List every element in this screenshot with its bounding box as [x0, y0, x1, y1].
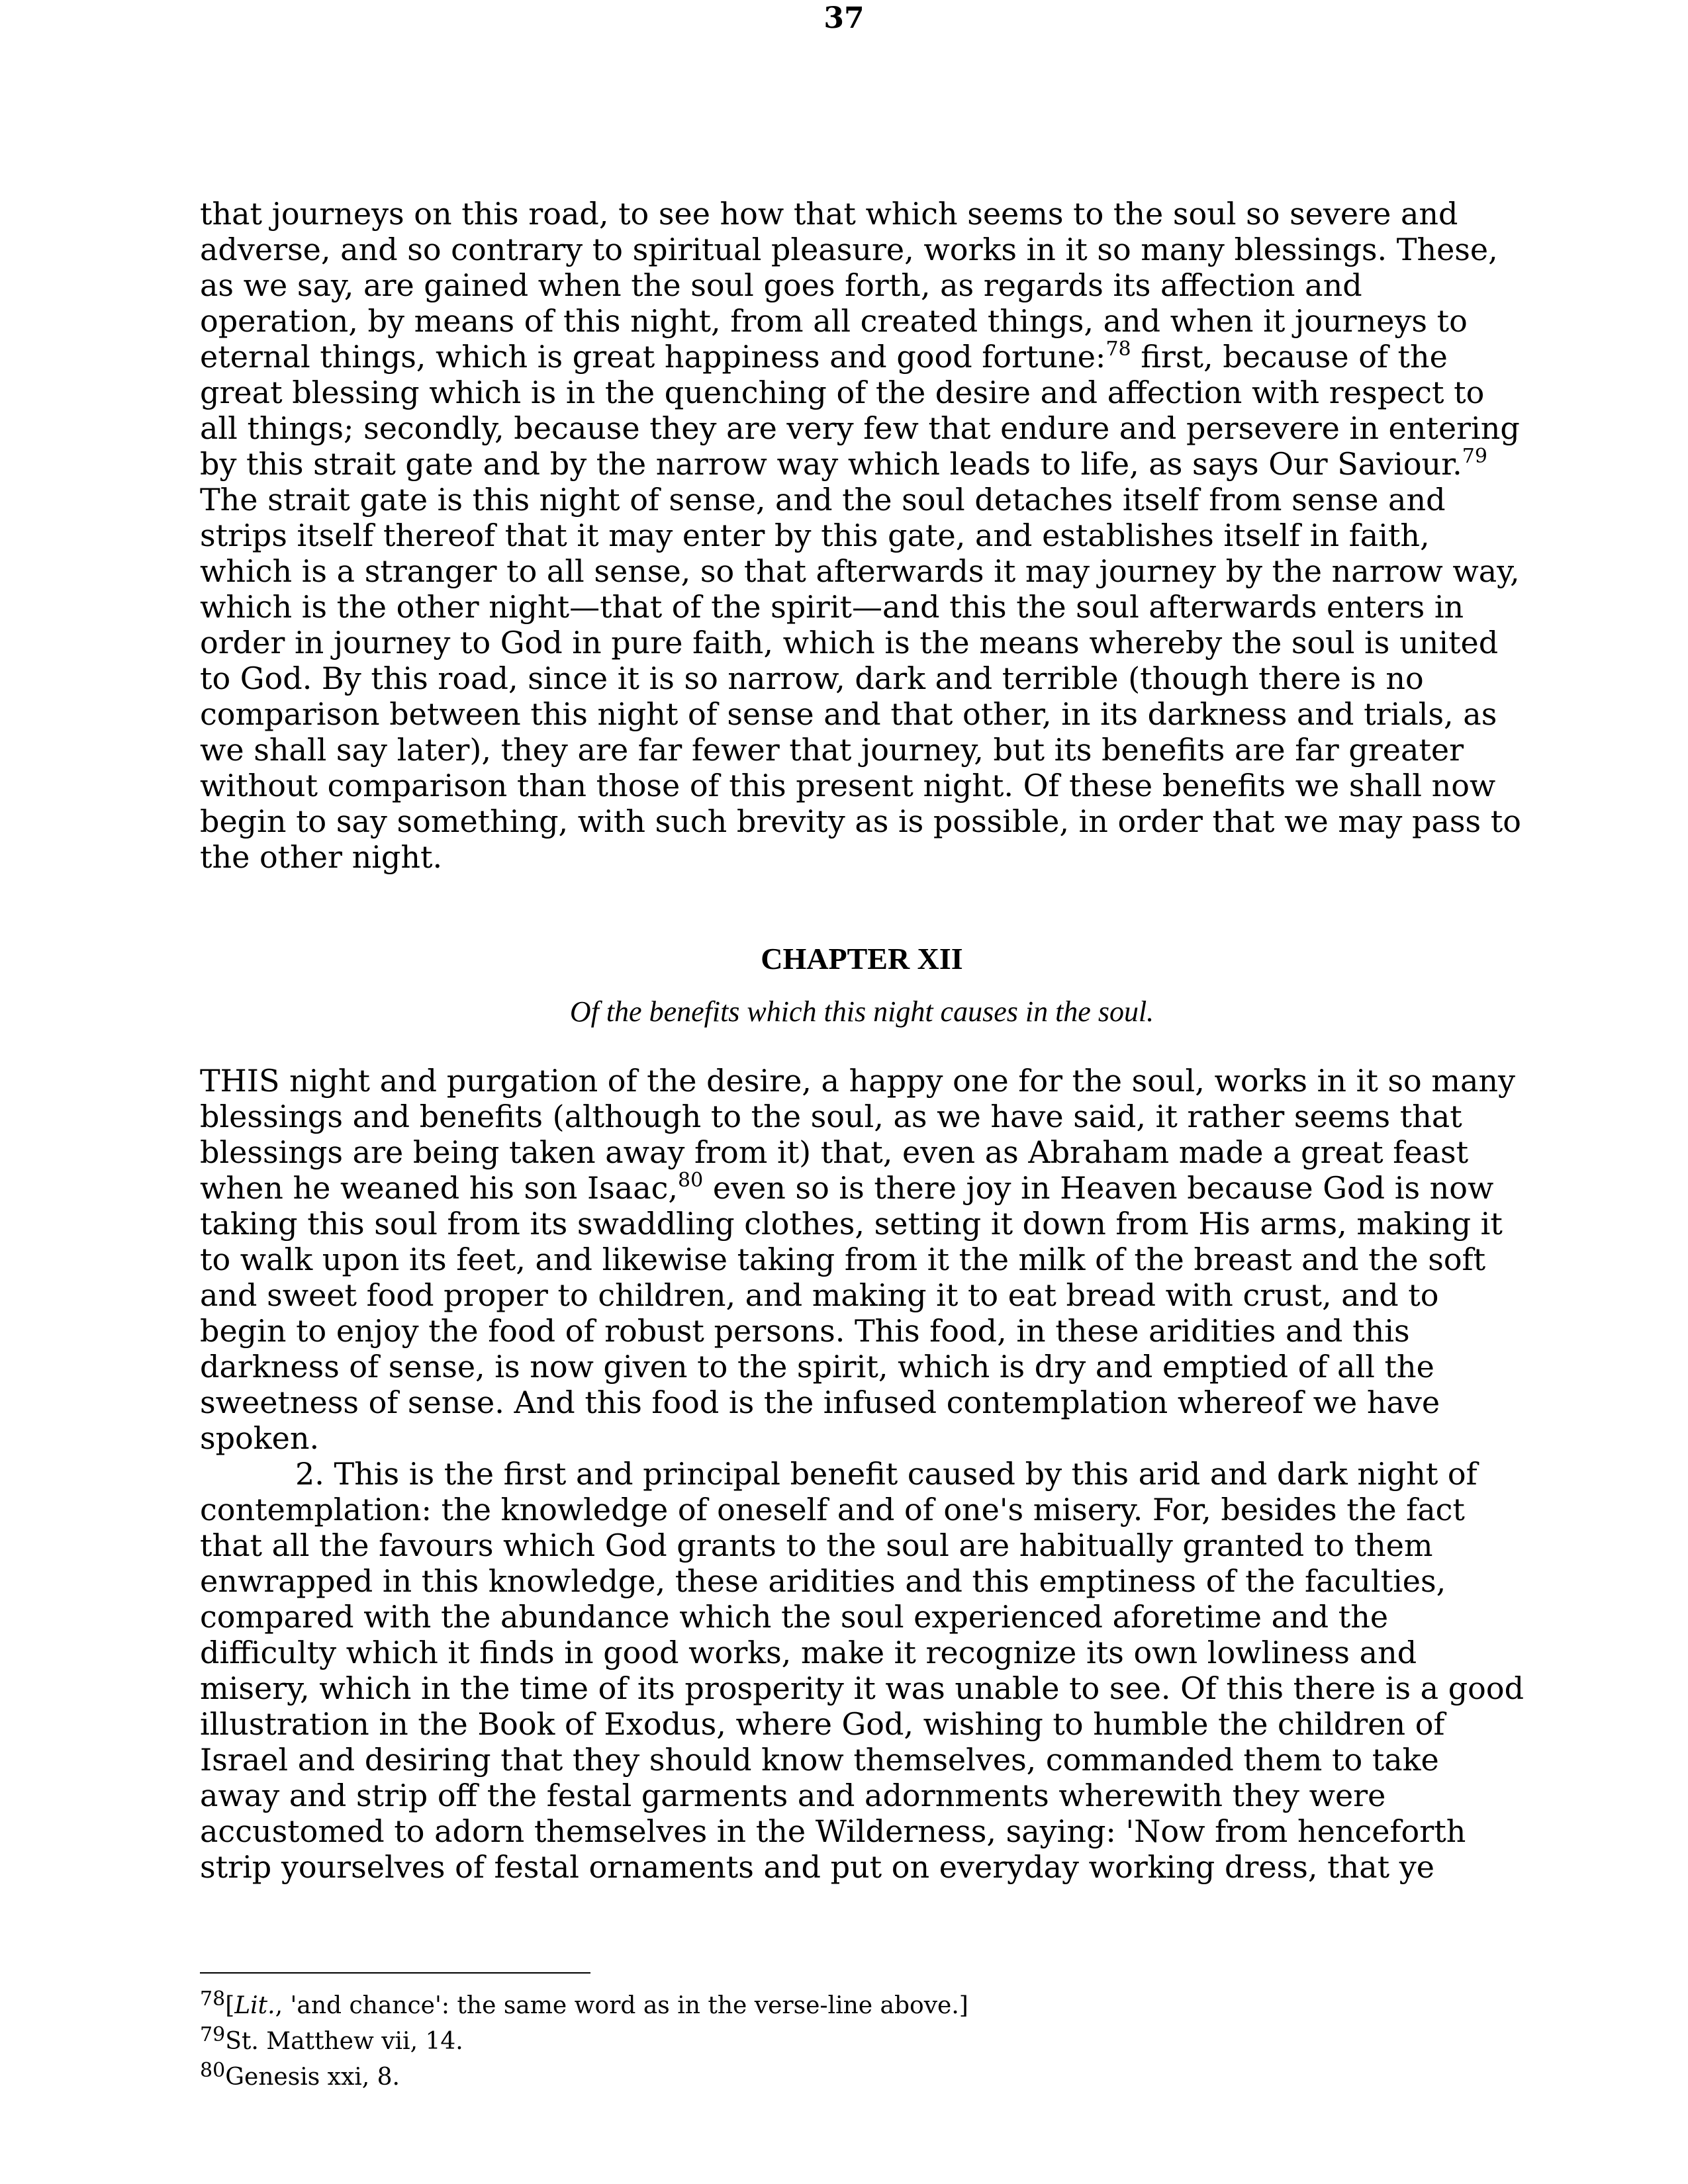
- footnote-italic-text: Lit.: [234, 1992, 275, 2019]
- footnote-marker: 80: [200, 2059, 226, 2082]
- footnotes: [200, 1988, 1524, 2095]
- footnote-divider: [200, 1972, 590, 1974]
- paragraph-text: THIS night and purgation of the desire, a happy one for the soul, works in it so many blessings and benefits (although to the soul, as we have said, it rather seems that blessings are being taken away from it) that, even as Abraham made a great feast when he weaned his son Isaac,: [200, 1063, 1516, 1206]
- footnote-reference[interactable]: 80: [678, 1169, 704, 1192]
- paragraph-text: that journeys on this road, to see how that which seems to the soul so severe and adverse, and so contrary to spiritual pleasure, works in it so many blessings. These, as we say, are gained when the soul goes forth, as regards its affection and operation, by means of this night, from all created things, and when it journeys to eternal things, which is great happiness and good fortune:: [200, 196, 1498, 375]
- footnote: [200, 2060, 1524, 2095]
- footnote-text: Genesis xxi, 8.: [225, 2064, 400, 2091]
- footnote-text: St. Matthew vii, 14.: [225, 2028, 463, 2055]
- chapter-paragraph: 2. This is the first and principal benefit caused by this arid and dark night of contemplation: the knowledge of oneself and of one's misery. For, besides the fact that all the favours which God grants to the soul are habitually granted to them enwrapped in this knowledge, these aridities and this emptiness of the faculties, compared with the abundance which the soul experienced aforetime and the difficulty which it finds in good works, make it recognize its own lowliness and misery, which in the time of its prosperity it was unable to see. Of this there is a good illustration in the Book of Exodus, where God, wishing to humble the children of Israel and desiring that they should know themselves, commanded them to take away and strip off the festal garments and adornments wherewith they were accustomed to adorn themselves in the Wilderness, saying: 'Now from henceforth strip yourselves of festal ornaments and put on everyday working dress, that ye: [200, 1456, 1524, 1885]
- footnote-text: , 'and chance': the same word as in the verse-line above.]: [275, 1992, 968, 2019]
- footnote-reference[interactable]: 78: [1105, 338, 1131, 361]
- footnote-text: [: [225, 1992, 235, 2019]
- chapter-subtitle: Of the benefits which this night causes in the soul.: [569, 995, 1154, 1028]
- footnote-marker: 78: [200, 1987, 226, 2011]
- chapter-block: [200, 941, 1524, 1885]
- chapter-paragraph: [200, 1063, 1524, 1456]
- footnote: [200, 2024, 1524, 2060]
- paragraph-text: even so is there joy in Heaven because God is now taking this soul from its swaddling clothes, setting it down from His arms, making it to walk upon its feet, and likewise taking from it the milk of the breast and the soft and sweet food proper to children, and making it to eat bread with crust, and to begin to enjoy the food of robust persons. This food, in these aridities and this darkness of sense, is now given to the spirit, which is dry and emptied of all the sweetness of sense. And this food is the infused contemplation whereof we have spoken.: [200, 1170, 1503, 1456]
- continued-text-block: [200, 196, 1524, 875]
- footnote: [200, 1988, 1524, 2024]
- paragraph-text: The strait gate is this night of sense, and the soul detaches itself from sense and strips itself thereof that it may enter by this gate, and establishes itself in faith, which is a stranger to all sense, so that afterwards it may journey by the narrow way, which is the other night—that of the spirit—and this the soul afterwards enters in order in journey to God in pure faith, which is the means whereby the soul is united to God. By this road, since it is so narrow, dark and terrible (though there is no comparison between this night of sense and that other, in its darkness and trials, as we shall say later), they are far fewer that journey, but its benefits are far greater without comparison than those of this present night. Of these benefits we shall now begin to say something, with such brevity as is possible, in order that we may pass to the other night.: [200, 482, 1521, 875]
- footnote-marker: 79: [200, 2023, 226, 2046]
- footnote-reference[interactable]: 79: [1462, 445, 1487, 468]
- page-number: 37: [823, 1, 865, 35]
- paragraph-text: first, because of the great blessing which is in the quenching of the desire and affection with respect to all things; secondly, because they are very few that endure and persevere in entering by this strait gate and by the narrow way which leads to life, as says Our Saviour.: [200, 339, 1520, 482]
- continued-paragraph: [200, 196, 1524, 875]
- chapter-title: CHAPTER XII: [761, 942, 963, 976]
